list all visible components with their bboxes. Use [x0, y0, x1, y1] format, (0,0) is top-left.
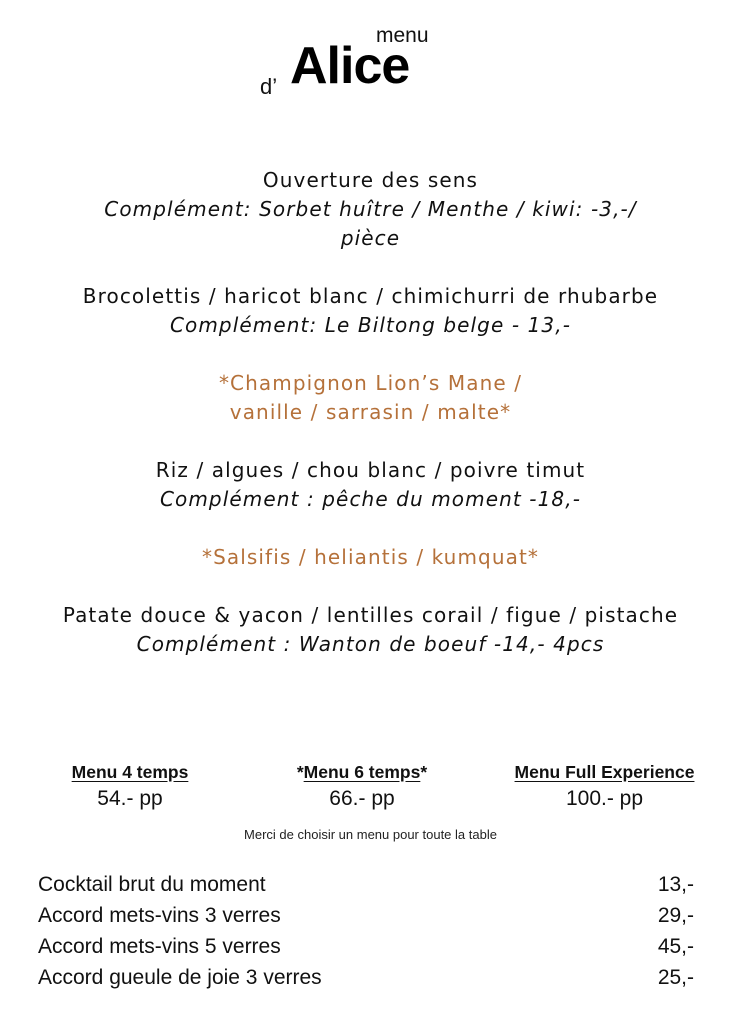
formula-6-temps	[272, 762, 452, 811]
dish-complement: Complément: Sorbet huître / Menthe / kiwi: -3,-/ pièce	[104, 197, 637, 250]
dish-name: *Salsifis / heliantis / kumquat*	[201, 545, 540, 569]
dish-complement: Complément : pêche du moment -18,-	[159, 487, 582, 511]
dish-complement: Complément : Wanton de boeuf -14,- 4pcs	[136, 632, 605, 656]
extra-price: 45,-	[657, 935, 694, 958]
extra-item	[38, 934, 694, 965]
alice-logo	[258, 22, 458, 102]
table-note: Merci de choisir un menu pour toute la table	[244, 827, 497, 842]
formula-price: 54.- pp	[97, 787, 163, 810]
extra-price: 13,-	[657, 873, 694, 896]
dish-name: *Champignon Lion’s Mane / vanille / sarrasin / malte*	[218, 371, 523, 424]
dish-item	[20, 282, 721, 340]
extra-price: 29,-	[657, 904, 694, 927]
dish-name: Brocolettis / haricot blanc / chimichurri de rhubarbe	[82, 284, 659, 308]
dish-name: Patate douce & yacon / lentilles corail / figue / pistache	[62, 603, 679, 627]
extra-item	[38, 965, 694, 996]
formula-4-temps	[40, 762, 220, 811]
dish-complement: Complément: Le Biltong belge - 13,-	[169, 313, 572, 337]
dish-list	[20, 166, 721, 688]
formula-title: Menu 4 temps	[71, 762, 189, 782]
dish-name: Riz / algues / chou blanc / poivre timut	[155, 458, 586, 482]
extra-label: Cocktail brut du moment	[38, 873, 266, 896]
menu-formulas	[40, 762, 730, 822]
extra-item	[38, 872, 694, 903]
extras-list	[38, 872, 694, 996]
extra-label: Accord gueule de joie 3 verres	[38, 966, 322, 989]
dish-item	[20, 601, 721, 659]
dish-item	[20, 543, 721, 572]
formula-price: 66.- pp	[329, 787, 395, 810]
dish-item	[20, 456, 721, 514]
formula-price: 100.- pp	[565, 787, 644, 810]
dish-item	[20, 369, 721, 427]
logo-alice-word: Alice	[290, 37, 410, 95]
formula-title: *Menu 6 temps*	[296, 762, 428, 782]
dish-item	[20, 166, 721, 253]
logo-d-word: d’	[260, 74, 278, 99]
extra-item	[38, 903, 694, 934]
formula-title: Menu Full Experience	[514, 762, 695, 782]
logo-menu-word: menu	[376, 24, 429, 47]
extra-label: Accord mets-vins 5 verres	[38, 935, 281, 958]
dish-name: Ouverture des sens	[262, 168, 479, 192]
extra-price: 25,-	[657, 966, 694, 989]
formula-full-experience	[487, 762, 722, 811]
extra-label: Accord mets-vins 3 verres	[38, 904, 281, 927]
